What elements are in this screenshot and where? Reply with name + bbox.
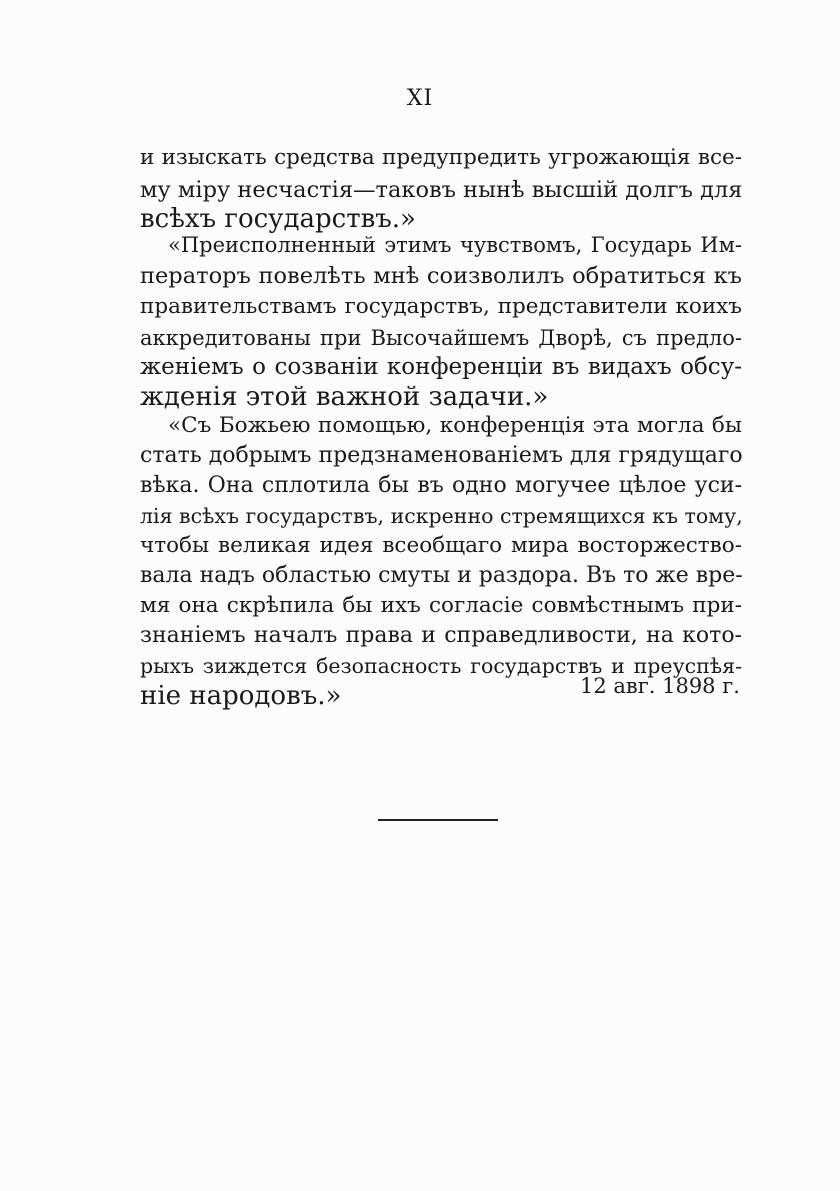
text-line: и изыскать средства предупредить угрожающія все- bbox=[140, 145, 742, 170]
page-number: XI bbox=[406, 86, 434, 111]
text-line: му міру несчастія—таковъ нынѣ высшій долгъ для bbox=[140, 177, 743, 203]
date-signature: 12 авг. 1898 г. bbox=[580, 674, 740, 698]
text-line: жденія этой важной задачи.» bbox=[140, 382, 549, 412]
text-line: знаніемъ началъ права и справедливости, на кото- bbox=[140, 623, 742, 648]
text-line: мя она скрѣпила бы ихъ согласіе совмѣстнымъ при- bbox=[140, 593, 742, 618]
text-line: женіемъ о созваніи конференціи въ видахъ обсу- bbox=[140, 354, 742, 380]
text-line: всѣхъ государствъ.» bbox=[140, 204, 416, 234]
closing-rule bbox=[378, 819, 498, 821]
text-line: вала надъ областью смуты и раздора. Въ то же вре- bbox=[140, 563, 743, 588]
text-line: ніе народовъ.» bbox=[140, 681, 342, 711]
text-line: лія всѣхъ государствъ, искренно стремящихся къ тому, bbox=[140, 504, 743, 528]
text-line: «Съ Божьею помощью, конференція эта могла бы bbox=[168, 413, 742, 438]
text-line: чтобы великая идея всеобщаго мира восторжество- bbox=[140, 533, 742, 558]
text-line: «Преисполненный этимъ чувствомъ, Государь Им- bbox=[168, 233, 742, 257]
text-line: вѣка. Она сплотила бы въ одно могучее цѣлое уси- bbox=[140, 473, 742, 498]
text-line: аккредитованы при Высочайшемъ Дворѣ, съ предло- bbox=[140, 326, 742, 350]
text-line: рыхъ зиждется безопасность государствъ и преуспѣя- bbox=[140, 654, 742, 678]
text-line: ператоръ повелѣть мнѣ соизволилъ обратиться къ bbox=[140, 263, 742, 289]
text-line: стать добрымъ предзнаменованіемъ для грядущаго bbox=[140, 443, 743, 468]
text-line: правительствамъ государствъ, представители коихъ bbox=[140, 294, 742, 319]
